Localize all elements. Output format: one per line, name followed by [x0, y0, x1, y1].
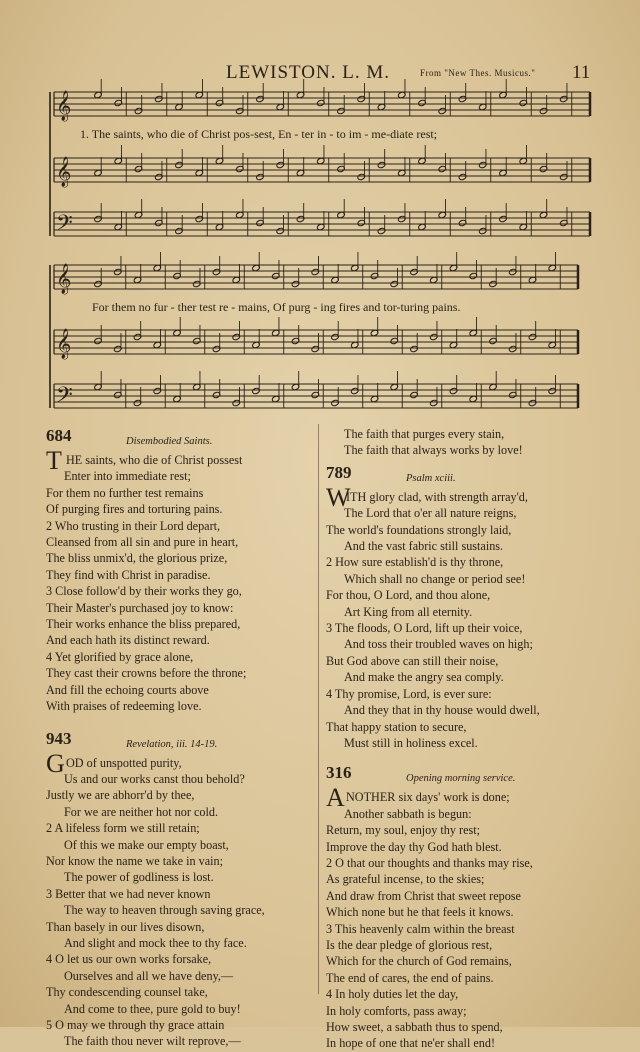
verse-line: The power of godliness is lost. — [64, 870, 214, 885]
verse-line: In holy comforts, pass away; — [326, 1003, 467, 1018]
drop-capital: A — [326, 783, 345, 813]
verse-line: They find with Christ in paradise. — [46, 567, 211, 582]
hymn-number: 789 — [326, 462, 352, 482]
hymn-header — [46, 428, 311, 452]
hymn-316 — [326, 765, 596, 1052]
verse-line-text: OD of unspotted purity, — [66, 755, 182, 770]
verse-line: 3 Close follow'd by their works they go, — [46, 584, 242, 599]
verse-line: 4 Yet glorified by grace alone, — [46, 649, 194, 664]
treble-clef: 𝄞 — [56, 264, 72, 294]
verse-line: Of this we make our empty boast, — [64, 837, 229, 852]
hymn-header — [326, 462, 596, 489]
verse-line: Improve the day thy God hath blest. — [326, 839, 502, 854]
verse-line: And fill the echoing courts above — [46, 682, 209, 697]
verse-line: Is the dear pledge of glorious rest, — [326, 937, 493, 952]
hymn-title: Revelation, iii. 14-19. — [126, 738, 218, 750]
verse-line: As grateful incense, to the skies; — [326, 872, 485, 887]
verse-line: Nor know the name we take in vain; — [46, 853, 224, 868]
verse-line: Thy condescending counsel take, — [46, 985, 208, 1000]
tune-source: From "New Thes. Musicus." — [420, 68, 536, 78]
right-column — [326, 426, 596, 1052]
hymn-title: Psalm xciii. — [406, 472, 456, 484]
verse-line: 2 Who trusting in their Lord depart, — [46, 518, 221, 533]
verse-line: Which none but he that feels it knows. — [326, 905, 514, 920]
music-score — [0, 0, 640, 420]
verse-line: Art King from all eternity. — [344, 604, 473, 619]
treble-clef: 𝄞 — [56, 91, 72, 121]
verse-line: For we are neither hot nor cold. — [64, 804, 218, 819]
verse-line: The faith that purges every stain, — [344, 427, 505, 441]
verse-line: The faith thou never wilt reprove,— — [64, 1034, 241, 1049]
verse-line: And slight and mock thee to thy face. — [64, 935, 247, 950]
left-column — [46, 428, 311, 1050]
verse-line: The faith that always works by love! — [344, 443, 523, 458]
verse-line: Their works enhance the bliss prepared, — [46, 617, 241, 632]
verse-line: And draw from Christ that sweet repose — [326, 888, 521, 903]
hymn-789 — [326, 462, 596, 752]
verse-line: Justly we are abhorr'd by thee, — [46, 788, 195, 803]
verse-line: 2 A lifeless form we still retain; — [46, 821, 200, 836]
hymn-header — [326, 765, 596, 789]
verse-line: And toss their troubled waves on high; — [344, 637, 533, 652]
verse-line: For thou, O Lord, and thou alone, — [326, 588, 491, 603]
drop-capital: W — [326, 482, 351, 512]
column-divider — [318, 424, 319, 994]
verse-line: 5 O may we through thy grace attain — [46, 1018, 225, 1032]
hymn-943 — [46, 728, 311, 1050]
verse-line: 3 The floods, O Lord, lift up their voice, — [326, 621, 523, 636]
verse-line: The end of cares, the end of pains. — [326, 970, 494, 985]
verse-line-text: HE saints, who die of Christ possest — [66, 453, 243, 467]
verse-line — [46, 748, 311, 778]
verse-line: 2 How sure establish'd is thy throne, — [326, 555, 504, 570]
verse-line: Return, my soul, enjoy thy rest; — [326, 823, 481, 838]
verse-line: Which for the church of God remains, — [326, 954, 512, 969]
verse-line: 4 Thy promise, Lord, is ever sure: — [326, 686, 492, 701]
verse-line: In hope of one that ne'er shall end! — [326, 1036, 496, 1051]
verse-line: And each hath its distinct reward. — [46, 633, 210, 648]
verse-line: 4 In holy duties let the day, — [326, 987, 459, 1002]
page-number: 11 — [572, 62, 591, 83]
verse-line: Their Master's purchased joy to know: — [46, 600, 234, 615]
verse-line — [46, 446, 311, 475]
verse-line: That happy station to secure, — [326, 719, 467, 734]
verse-line-text: ITH glory clad, with strength array'd, — [346, 489, 528, 504]
verse-line: 4 O let us our own works forsake, — [46, 952, 212, 967]
verse-line: Must still in holiness excel. — [344, 735, 478, 750]
verse-line: 2 O that our thoughts and thanks may rise, — [326, 855, 533, 870]
hymn-title: Disembodied Saints. — [126, 436, 213, 447]
verse-line: With praises of redeeming love. — [46, 699, 202, 714]
treble-clef: 𝄞 — [56, 329, 72, 359]
verse-line: Of purging fires and torturing pains. — [46, 502, 223, 517]
verse-line: 3 This heavenly calm within the breast — [326, 921, 515, 936]
verse-line: The way to heaven through saving grace, — [64, 903, 265, 918]
verse-line: For them no further test remains — [46, 485, 204, 500]
verse-line — [326, 482, 596, 512]
verse-line: And make the angry sea comply. — [344, 670, 504, 685]
lyric-line-1: 1. The saints, who die of Christ pos-sest, En - ter in - to im - me-diate rest; — [80, 127, 438, 141]
verse-line: The Lord that o'er all nature reigns, — [344, 506, 517, 521]
verse-line: Ourselves and all we have deny,— — [64, 968, 234, 983]
bass-clef: 𝄢 — [56, 383, 73, 413]
verse-line: And the vast fabric still sustains. — [344, 539, 504, 554]
hymn-number: 684 — [46, 426, 72, 445]
verse-line: Us and our works canst thou behold? — [64, 771, 245, 786]
verse-line: Cleansed from all sin and pure in heart, — [46, 535, 239, 550]
verse-line: Another sabbath is begun: — [344, 806, 472, 821]
verse-line: And come to thee, pure gold to buy! — [64, 1001, 241, 1016]
verse-line: How sweet, a sabbath thus to spend, — [326, 1020, 503, 1034]
bass-clef: 𝄢 — [56, 211, 73, 241]
verse-line: The bliss unmix'd, the glorious prize, — [46, 551, 228, 566]
hymn-number: 943 — [46, 728, 72, 748]
verse-line: 3 Better that we had never known — [46, 886, 211, 901]
verse-line: Which shall no change or period see! — [344, 571, 526, 586]
hymn-684 — [46, 428, 311, 715]
verse-line: And they that in thy house would dwell, — [344, 703, 540, 718]
verse-line-text: NOTHER six days' work is done; — [346, 790, 510, 805]
hymn-title: Opening morning service. — [406, 773, 516, 785]
verse-line: Than basely in our lives disown, — [46, 919, 205, 934]
verse-line: The world's foundations strongly laid, — [326, 522, 512, 537]
drop-capital: G — [46, 748, 65, 778]
drop-capital: T — [46, 446, 62, 475]
verse-line — [326, 783, 596, 813]
verse-line: Enter into immediate rest; — [64, 469, 191, 484]
tune-title: LEWISTON. L. M. — [226, 62, 390, 83]
hymn-number: 316 — [326, 763, 352, 783]
verse-line: But God above can still their noise, — [326, 653, 499, 668]
treble-clef: 𝄞 — [56, 157, 72, 187]
hymn-header — [46, 728, 311, 755]
verse-line: They cast their crowns before the throne; — [46, 666, 247, 681]
lyric-line-2: For them no fur - ther test re - mains, Of purg - ing fires and tor-turing pains. — [92, 300, 461, 314]
